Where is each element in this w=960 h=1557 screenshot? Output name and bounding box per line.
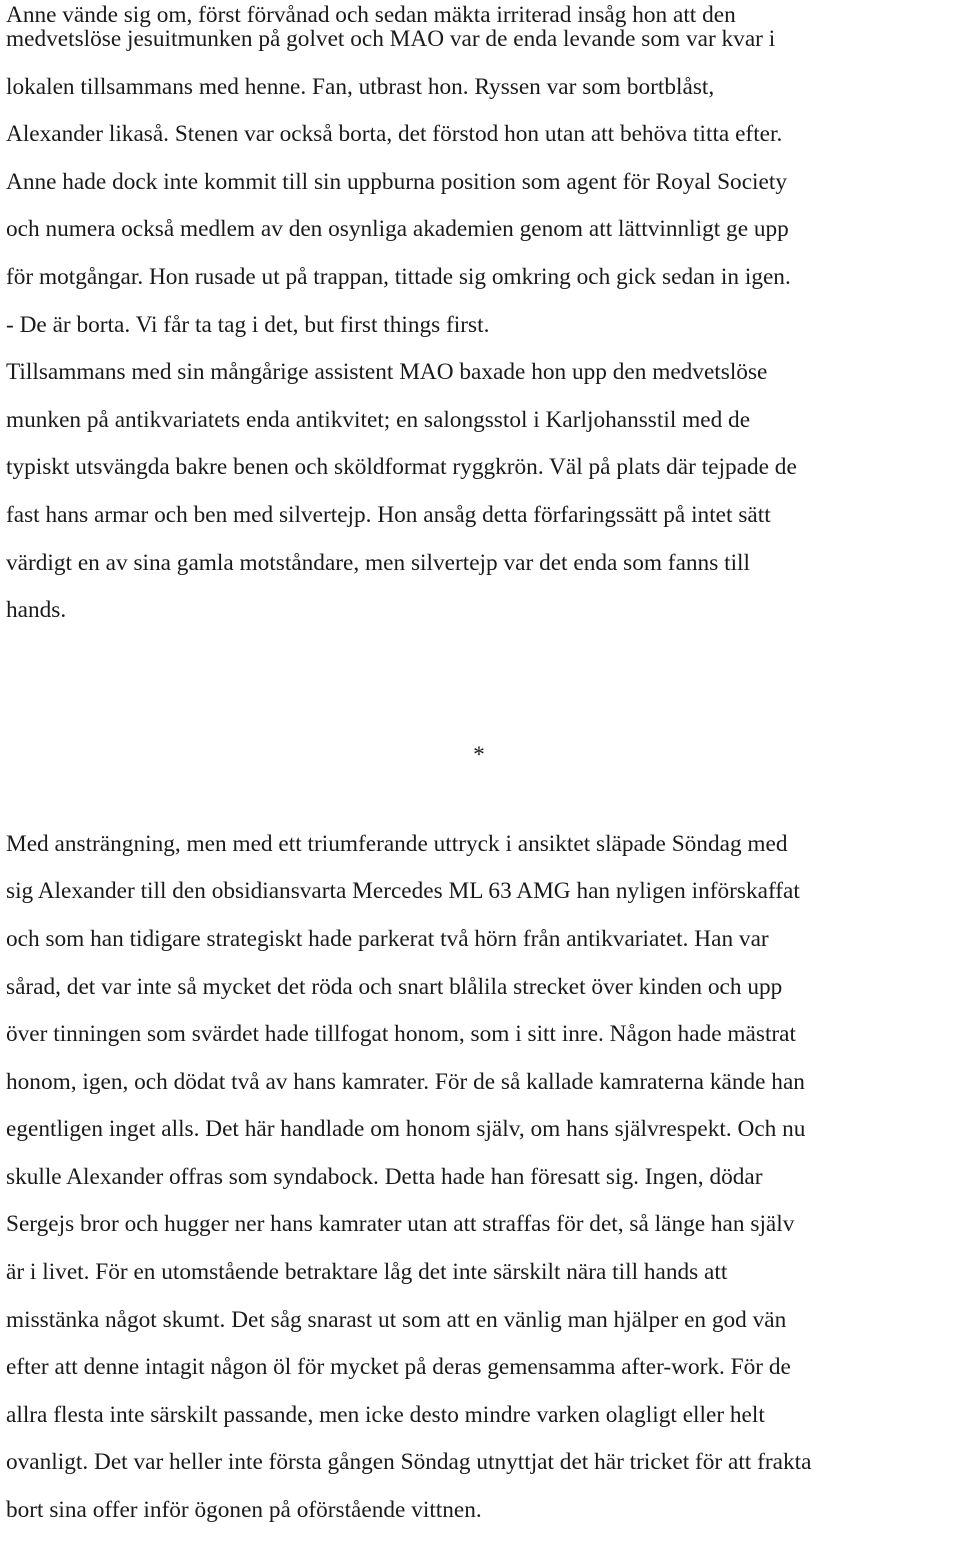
text-line: Med ansträngning, men med ett triumferande uttryck i ansiktet släpade Söndag med [6, 830, 788, 857]
text-line: typiskt utsvängda bakre benen och sköldformat ryggkrön. Väl på plats där tejpade de [6, 454, 797, 481]
text-line: egentligen inget alls. Det här handlade om honom själv, om hans självrespekt. Och nu [6, 1116, 806, 1143]
text-line: för motgångar. Hon rusade ut på trappan, tittade sig omkring och gick sedan in igen. [6, 263, 791, 290]
text-line: Anne vände sig om, först förvånad och sedan mäkta irriterad insåg hon att den [6, 2, 736, 28]
text-line: värdigt en av sina gamla motståndare, men silvertejp var det enda som fanns till [6, 549, 750, 576]
text-line: och som han tidigare strategiskt hade parkerat två hörn från antikvariatet. Han var [6, 925, 769, 952]
document-page [6, 0, 956, 1535]
text-section-2 [6, 821, 956, 1535]
text-line: Alexander likaså. Stenen var också borta, det förstod hon utan att behöva titta efter. [6, 121, 783, 148]
text-line: och numera också medlem av den osynliga akademien genom att lättvinnligt ge upp [6, 216, 789, 243]
section-separator [6, 731, 956, 779]
text-line: efter att denne intagit någon öl för mycket på deras gemensamma after-work. För de [6, 1354, 791, 1381]
text-line: lokalen tillsammans med henne. Fan, utbrast hon. Ryssen var som bortblåst, [6, 73, 715, 100]
text-line: ovanligt. Det var heller inte första gången Söndag utnyttjat det här tricket för att frakta [6, 1449, 812, 1476]
text-line: fast hans armar och ben med silvertejp. Hon ansåg detta förfaringssätt på intet sätt [6, 501, 771, 528]
text-line: sig Alexander till den obsidiansvarta Mercedes ML 63 AMG han nyligen införskaffat [6, 878, 800, 905]
text-line: Anne hade dock inte kommit till sin uppburna position som agent för Royal Society [6, 168, 787, 195]
text-line: sårad, det var inte så mycket det röda och snart blålila strecket över kinden och upp [6, 973, 783, 1000]
text-line: honom, igen, och dödat två av hans kamrater. För de så kallade kamraterna kände han [6, 1068, 805, 1095]
text-line: Sergejs bror och hugger ner hans kamrater utan att straffas för det, så länge han själv [6, 1211, 795, 1238]
text-line: medvetslöse jesuitmunken på golvet och MAO var de enda levande som var kvar i [6, 26, 776, 52]
text-section-1 [6, 0, 956, 635]
text-line: hands. [6, 597, 67, 624]
text-line: Tillsammans med sin mångårige assistent MAO baxade hon upp den medvetslöse [6, 359, 768, 386]
text-line: allra flesta inte särskilt passande, men icke desto mindre varken olagligt eller helt [6, 1401, 765, 1428]
text-line: är i livet. För en utomstående betraktare låg det inte särskilt nära till hands att [6, 1259, 728, 1286]
text-line: bort sina offer inför ögonen på oförstående vittnen. [6, 1497, 482, 1524]
text-line: - De är borta. Vi får ta tag i det, but first things first. [6, 311, 490, 338]
text-line: skulle Alexander offras som syndabock. Detta hade han föresatt sig. Ingen, dödar [6, 1163, 763, 1190]
text-line: över tinningen som svärdet hade tillfogat honom, som i sitt inre. Någon hade mästrat [6, 1021, 796, 1048]
text-line: misstänka något skumt. Det såg snarast ut som att en vänlig man hjälper en god vän [6, 1306, 787, 1333]
asterisk-separator: * [473, 741, 485, 768]
text-line: munken på antikvariatets enda antikvitet; en salongsstol i Karljohansstil med de [6, 406, 751, 433]
